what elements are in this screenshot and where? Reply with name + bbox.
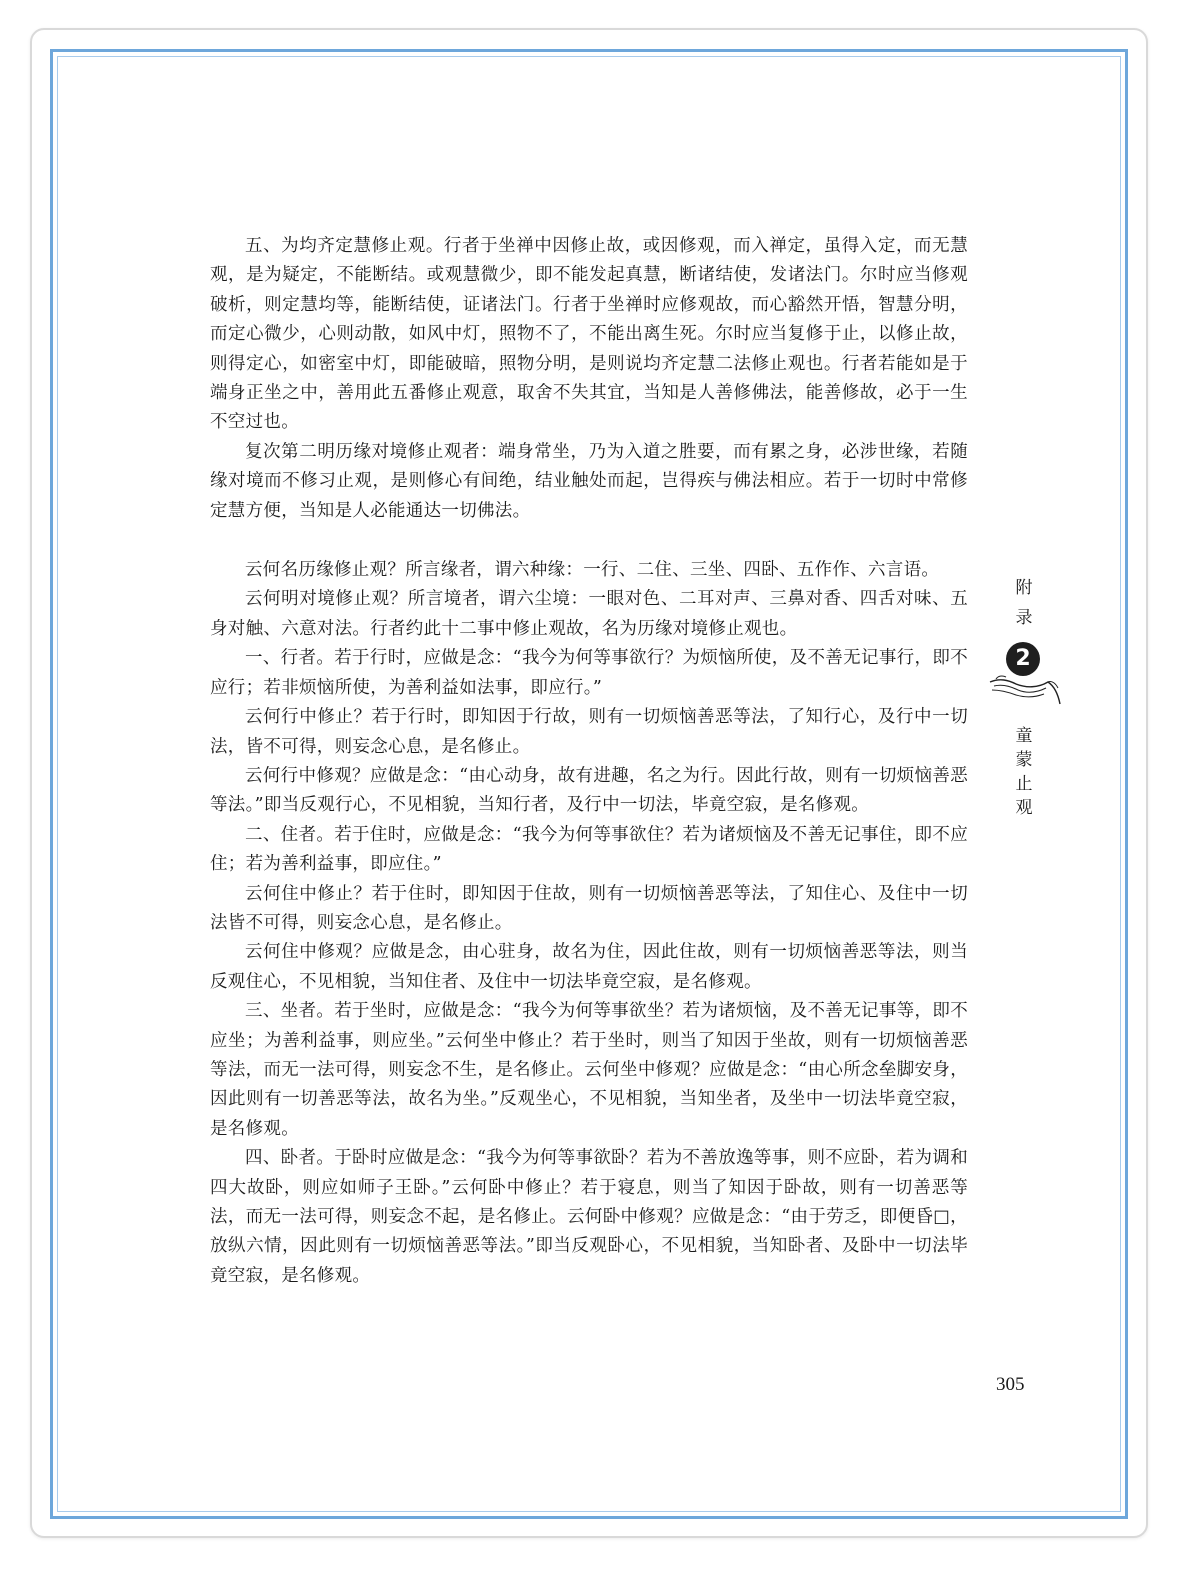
book-title-vertical [1012,724,1036,820]
paragraph: 云何行中修观？应做是念：“由心动身，故有进趣，名之为行。因此行故，则有一切烦恼善恶等法。”即当反观行心，不见相貌，当知行者，及行中一切法，毕竟空寂，是名修观。 [210,765,968,816]
paragraph: 云何明对境修止观？所言境者，谓六尘境：一眼对色、二耳对声、三鼻对香、四舌对味、五身对触、六意对法。行者约此十二事中修止观故，名为历缘对境修止观也。 [210,589,968,639]
appendix-label [1012,576,1036,630]
appendix-char: 附 [1015,578,1033,598]
page-number: 305 [996,1374,1025,1395]
paragraph: 四、卧者。于卧时应做是念：“我今为何等事欲卧？若为不善放逸等事，则不应卧，若为调和四大故卧，则应如师子王卧。”云何卧中修止？若于寝息，则当了知因于卧故，则有一切善恶等法，而无一法可得，则妄念不起，是名修止。云何卧中修观？应做是念：“由于劳乏，即便昏□，放纵六情，因此则有一切烦恼善恶等法。”即当反观卧心，不见相貌，当知卧者、及卧中一切法毕竟空寂，是名修观。 [210,1148,968,1286]
paragraph: 云何行中修止？若于行时，即知因于行故，则有一切烦恼善恶等法，了知行心，及行中一切法，皆不可得，则妄念心息，是名修止。 [210,707,968,757]
appendix-char: 录 [1015,608,1033,628]
title-char: 止 [1015,774,1033,794]
appendix-number-badge: 2 [1006,642,1040,676]
title-char: 观 [1015,798,1033,818]
paragraph: 三、坐者。若于坐时，应做是念：“我今为何等事欲坐？若为诸烦恼，及不善无记事等，即不应坐；为善利益事，则应坐。”云何坐中修止？若于坐时，则当了知因于坐故，则有一切烦恼善恶等法，而无一法可得，则妄念不生，是名修止。云何坐中修观？应做是念：“由心所念垒脚安身，因此则有一切善恶等法，故名为坐。”反观坐心，不见相貌，当知坐者，及坐中一切法毕竟空寂，是名修观。 [210,1001,968,1139]
paragraph: 云何住中修观？应做是念，由心驻身，故名为住，因此住故，则有一切烦恼善恶等法，则当反观住心，不见相貌，当知住者、及住中一切法毕竟空寂，是名修观。 [210,942,968,992]
paragraph: 云何住中修止？若于住时，即知因于住故，则有一切烦恼善恶等法，了知住心、及住中一切法皆不可得，则妄念心息，是名修止。 [210,883,968,933]
paragraph: 云何名历缘修止观？所言缘者，谓六种缘：一行、二住、三坐、四卧、五作作、六言语。 [245,560,940,581]
appendix-sidebar [986,572,1062,818]
body-text [210,232,968,1291]
title-char: 童 [1015,726,1033,746]
title-char: 蒙 [1015,750,1033,770]
paragraph: 五、为均齐定慧修止观。行者于坐禅中因修止故，或因修观，而入禅定，虽得入定，而无慧观，是为疑定，不能断结。或观慧微少，即不能发起真慧，断诸结使，发诸法门。尔时应当修观破析，则定慧均等，能断结使，证诸法门。行者于坐禅时应修观故，而心豁然开悟，智慧分明，而定心微少，心则动散，如风中灯，照物不了，不能出离生死。尔时应当复修于止，以修止故，则得定心，如密室中灯，即能破暗，照物分明，是则说均齐定慧二法修止观也。行者若能如是于端身正坐之中，善用此五番修止观意，取舍不失其宜，当知是人善修佛法，能善修故，必于一生不空过也。 [210,236,968,433]
paragraph: 复次第二明历缘对境修止观者：端身常坐，乃为入道之胜要，而有累之身，必涉世缘，若随缘对境而不修习止观，是则修心有间绝，结业触处而起，岂得疾与佛法相应。若于一切时中常修定慧方便，当知是人必能通达一切佛法。 [210,441,968,521]
paragraph: 二、住者。若于住时，应做是念：“我今为何等事欲住？若为诸烦恼及不善无记事住，即不应住；若为善利益事，即应住。” [210,824,968,875]
lotus-hand-ornament-icon [986,668,1062,708]
paragraph: 一、行者。若于行时，应做是念：“我今为何等事欲行？为烦恼所使，及不善无记事行，即不应行；若非烦恼所使，为善利益如法事，即应行。” [210,648,968,698]
